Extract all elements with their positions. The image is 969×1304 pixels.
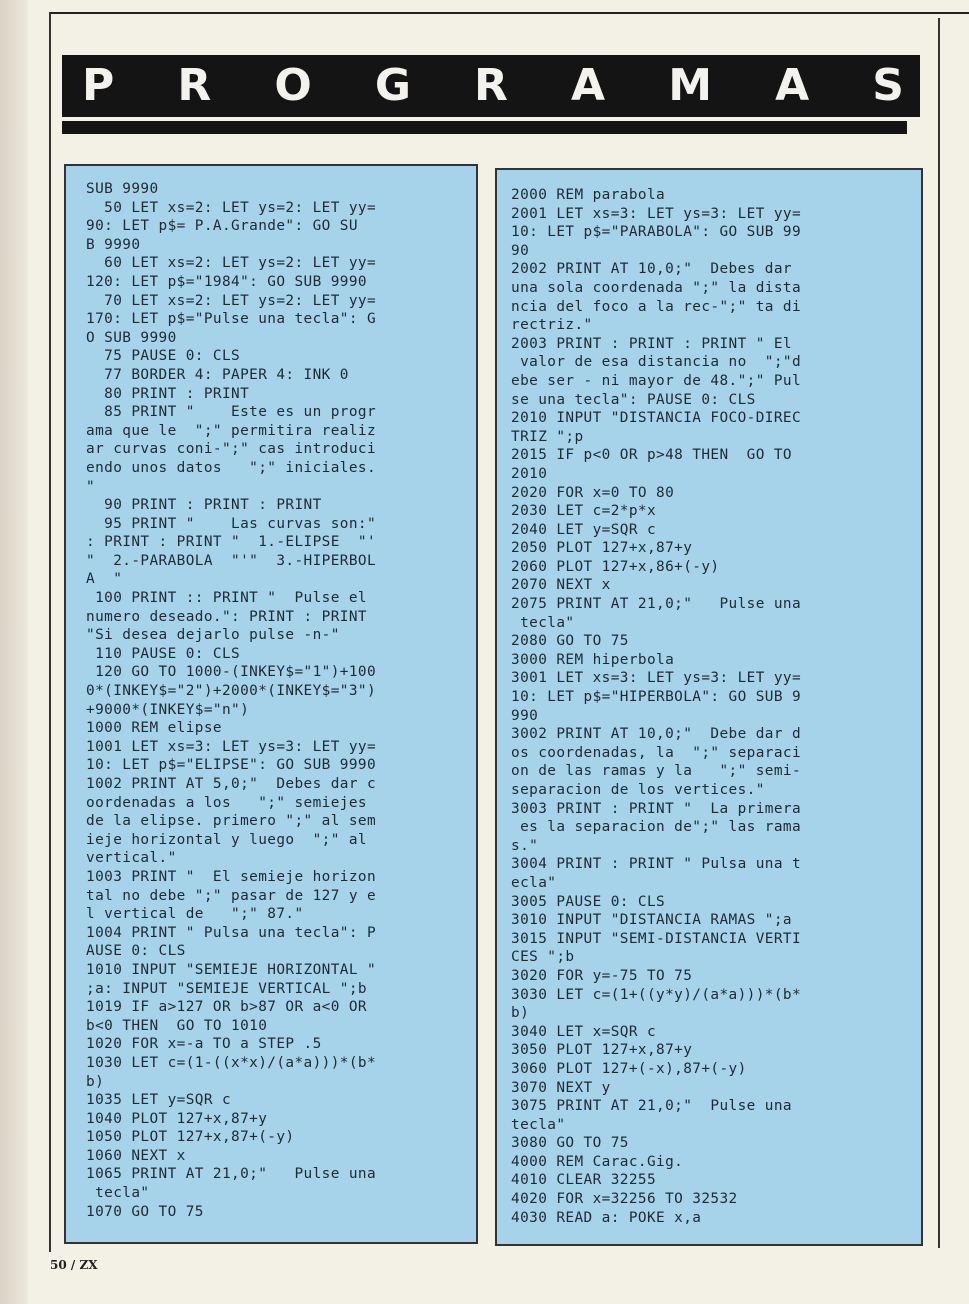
code-line: 2030 LET c=2*p*x: [511, 503, 657, 520]
code-line: ;a: INPUT "SEMIEJE VERTICAL ";b: [86, 980, 367, 997]
code-line: +9000*(INKEY$="n"): [86, 701, 250, 718]
code-line: separacion de los vertices.": [511, 782, 765, 798]
code-line: CES ";b: [511, 949, 575, 966]
code-line: numero deseado.": PRINT : PRINT: [86, 608, 367, 625]
code-line: endo unos datos ";" iniciales.: [86, 459, 377, 476]
title-letter: G: [374, 60, 411, 111]
code-line: " 2.-PARABOLA "'" 3.-HIPERBOL: [86, 552, 377, 569]
code-line: 1004 PRINT " Pulsa una tecla": P: [86, 924, 377, 941]
code-line: 1020 FOR x=-a TO a STEP .5: [86, 1036, 322, 1053]
page-folio: 50 / ZX: [50, 1258, 98, 1272]
code-line: 3080 GO TO 75: [511, 1135, 629, 1152]
code-line: A ": [86, 571, 123, 588]
code-line: 85 PRINT " Este es un progr: [86, 404, 377, 421]
code-line: 3002 PRINT AT 10,0;" Debe dar d: [511, 726, 802, 743]
code-line: 77 BORDER 4: PAPER 4: INK 0: [86, 366, 349, 383]
title-letter: S: [872, 60, 904, 111]
title-letter: P: [82, 60, 115, 111]
code-line: 3015 INPUT "SEMI-DISTANCIA VERTI: [511, 930, 802, 947]
code-line: 1001 LET xs=3: LET ys=3: LET yy=: [86, 738, 377, 755]
code-line: 1030 LET c=(1-((x*x)/(a*a)))*(b*: [86, 1054, 377, 1071]
code-line: 10: LET p$="HIPERBOLA": GO SUB 9: [511, 689, 802, 706]
code-line: 3001 LET xs=3: LET ys=3: LET yy=: [511, 670, 802, 687]
code-line: os coordenadas, la ";" separaci: [511, 744, 802, 761]
code-line: 2010: [511, 465, 548, 482]
frame-rule-right: [938, 18, 940, 1248]
code-line: 75 PAUSE 0: CLS: [86, 348, 241, 365]
code-line: 2040 LET y=SQR c: [511, 521, 657, 538]
code-line: 1060 NEXT x: [86, 1147, 186, 1164]
code-line: 1035 LET y=SQR c: [86, 1092, 232, 1109]
code-line: oordenadas a los ";" semiejes: [86, 794, 367, 811]
page-edge: [0, 0, 28, 1304]
code-line: 2050 PLOT 127+x,87+y: [511, 540, 693, 557]
code-line: b): [86, 1073, 105, 1090]
code-line: 1000 REM elipse: [86, 720, 222, 737]
code-line: AUSE 0: CLS: [86, 943, 186, 960]
code-line: 2000 REM parabola: [511, 187, 666, 203]
code-line: 1065 PRINT AT 21,0;" Pulse una: [86, 1166, 377, 1183]
code-listing-left: [64, 164, 478, 1244]
code-line: : PRINT : PRINT " 1.-ELIPSE "': [86, 534, 377, 551]
code-line: l vertical de ";" 87.": [86, 906, 304, 923]
code-line: 3075 PRINT AT 21,0;" Pulse una: [511, 1098, 792, 1115]
code-line: 4010 CLEAR 32255: [511, 1172, 657, 1189]
code-line: 3003 PRINT : PRINT " La primera: [511, 800, 802, 817]
code-listing-right: [495, 168, 923, 1246]
code-line: 90 PRINT : PRINT : PRINT: [86, 497, 322, 514]
code-line: 170: LET p$="Pulse una tecla": G: [86, 311, 377, 328]
code-line: 3040 LET x=SQR c: [511, 1023, 657, 1040]
code-line: 1003 PRINT " El semieje horizon: [86, 868, 377, 885]
code-line: 3004 PRINT : PRINT " Pulsa una t: [511, 856, 802, 873]
code-line: ncia del foco a la rec-";" ta di: [511, 298, 802, 315]
code-line: 0*(INKEY$="2")+2000*(INKEY$="3"): [86, 683, 377, 700]
code-line: 110 PAUSE 0: CLS: [86, 645, 241, 662]
code-line: 2020 FOR x=0 TO 80: [511, 484, 675, 501]
code-line: 120: LET p$="1984": GO SUB 9990: [86, 273, 367, 290]
code-line: 2002 PRINT AT 10,0;" Debes dar: [511, 261, 792, 278]
code-line: 2060 PLOT 127+x,86+(-y): [511, 558, 720, 575]
code-line: 3010 INPUT "DISTANCIA RAMAS ";a: [511, 912, 792, 929]
code-line: 80 PRINT : PRINT: [86, 385, 250, 402]
code-line: 3030 LET c=(1+((y*y)/(a*a)))*(b*: [511, 986, 802, 1003]
code-line: 2001 LET xs=3: LET ys=3: LET yy=: [511, 205, 802, 222]
code-line: 3070 NEXT y: [511, 1079, 611, 1096]
code-line: 2003 PRINT : PRINT : PRINT " El: [511, 335, 792, 352]
code-line: 3020 FOR y=-75 TO 75: [511, 967, 693, 984]
code-line: 2015 IF p<0 OR p>48 THEN GO TO: [511, 447, 792, 464]
code-line: 2010 INPUT "DISTANCIA FOCO-DIREC: [511, 410, 802, 427]
title-letter: M: [668, 60, 712, 111]
code-line: es la separacion de";" las rama: [511, 819, 802, 836]
code-line: B 9990: [86, 236, 141, 253]
code-line: 990: [511, 707, 539, 724]
code-line: valor de esa distancia no ";"d: [511, 354, 802, 371]
code-line: 1040 PLOT 127+x,87+y: [86, 1110, 268, 1127]
code-line: s.": [511, 837, 539, 854]
code-line: 100 PRINT :: PRINT " Pulse el: [86, 590, 367, 607]
code-line: tecla": [86, 1185, 150, 1202]
code-line: 90: [511, 242, 530, 259]
code-line: b<0 THEN GO TO 1010: [86, 1017, 268, 1034]
code-line: 4000 REM Carac.Gig.: [511, 1153, 684, 1170]
code-line: tecla": [511, 1116, 566, 1133]
code-line: 3005 PAUSE 0: CLS: [511, 893, 666, 910]
code-line: rectriz.": [511, 317, 593, 334]
frame-rule-top: [50, 12, 969, 14]
code-line: 10: LET p$="PARABOLA": GO SUB 99: [511, 224, 802, 241]
code-line: on de las ramas y la ";" semi-: [511, 763, 802, 780]
code-line: 2070 NEXT x: [511, 577, 611, 594]
code-line: de la elipse. primero ";" al sem: [86, 813, 377, 830]
code-line: una sola coordenada ";" la dista: [511, 279, 802, 296]
code-line: 1002 PRINT AT 5,0;" Debes dar c: [86, 776, 377, 792]
code-line: 70 LET xs=2: LET ys=2: LET yy=: [86, 292, 377, 309]
code-line: ebe ser - ni mayor de 48.";" Pul: [511, 372, 802, 389]
code-line: 10: LET p$="ELIPSE": GO SUB 9990: [86, 757, 377, 774]
title-letter: R: [177, 60, 212, 111]
code-line: tecla": [511, 614, 575, 631]
code-line: O SUB 9990: [86, 329, 177, 346]
code-line: 2075 PRINT AT 21,0;" Pulse una: [511, 596, 802, 613]
code-line: vertical.": [86, 850, 177, 867]
code-line: 90: LET p$= P.A.Grande": GO SU: [86, 218, 358, 235]
title-letter: R: [474, 60, 508, 111]
code-line: "Si desea dejarlo pulse -n-": [86, 627, 340, 644]
code-line: 3000 REM hiperbola: [511, 651, 675, 668]
code-line: ecla": [511, 874, 557, 891]
code-line: 3060 PLOT 127+(-x),87+(-y): [511, 1060, 747, 1077]
code-line: se una tecla": PAUSE 0: CLS: [511, 391, 756, 408]
code-line: 2080 GO TO 75: [511, 633, 629, 650]
title-letter: A: [775, 60, 810, 111]
code-line: 60 LET xs=2: LET ys=2: LET yy=: [86, 255, 377, 272]
code-line: 120 GO TO 1000-(INKEY$="1")+100: [86, 664, 377, 681]
code-line: ama que le ";" permitira realiz: [86, 422, 377, 439]
code-line: 4030 READ a: POKE x,a: [511, 1209, 702, 1226]
code-line: ieje horizontal y luego ";" al: [86, 831, 367, 848]
code-line: tal no debe ";" pasar de 127 y e: [86, 887, 377, 904]
code-line: 1070 GO TO 75: [86, 1203, 204, 1220]
code-line: 4020 FOR x=32256 TO 32532: [511, 1191, 738, 1208]
code-line: ar curvas coni-";" cas introduci: [86, 441, 377, 458]
title-letter: O: [274, 60, 312, 111]
section-header-stripe: [62, 121, 907, 134]
code-line: 1019 IF a>127 OR b>87 OR a<0 OR: [86, 999, 367, 1016]
code-line: 50 LET xs=2: LET ys=2: LET yy=: [86, 199, 377, 216]
code-line: 3050 PLOT 127+x,87+y: [511, 1042, 693, 1059]
title-letter: A: [571, 60, 606, 111]
frame-rule-left: [49, 12, 51, 1252]
code-line: 95 PRINT " Las curvas son:": [86, 515, 377, 532]
code-line: b): [511, 1005, 530, 1022]
section-title: [62, 55, 920, 117]
code-line: 1050 PLOT 127+x,87+(-y): [86, 1129, 295, 1146]
code-line: 1010 INPUT "SEMIEJE HORIZONTAL ": [86, 961, 377, 978]
code-line: SUB 9990: [86, 181, 159, 197]
code-line: TRIZ ";p: [511, 428, 584, 445]
code-line: ": [86, 478, 96, 495]
